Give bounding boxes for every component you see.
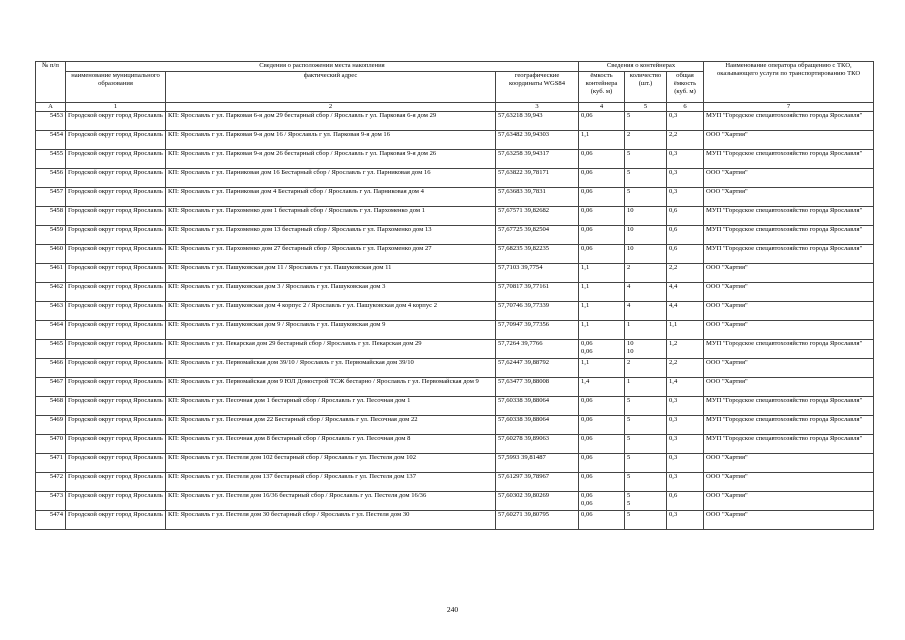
cell-municipality: Городской округ город Ярославль — [66, 359, 166, 378]
index-cell: 5 — [625, 103, 667, 112]
cell-operator: ООО "Хартия" — [704, 492, 874, 511]
cell-coords: 57,60302 39,80269 — [496, 492, 579, 511]
cell-total: 0,6 — [667, 207, 704, 226]
cell-address: КП: Ярославль г ул. Пашуковская дом 3 / Ярославль г ул. Пашуковская дом 3 — [166, 283, 496, 302]
cell-num: 5470 — [36, 435, 66, 454]
cell-total: 0,3 — [667, 150, 704, 169]
cell-address: КП: Ярославль г ул. Парковая 6-я дом 29 бестарный сбор / Ярославль г ул. Парковая 6-я дом 29 — [166, 112, 496, 131]
cell-total: 2,2 — [667, 131, 704, 150]
cell-count: 10 — [625, 207, 667, 226]
table-row — [36, 264, 874, 283]
cell-num: 5467 — [36, 378, 66, 397]
cell-operator: МУП "Городское спецавтохозяйство города Ярославля" — [704, 226, 874, 245]
cell-address: КП: Ярославль г ул. Песочная дом 1 бестарный сбор / Ярославль г ул. Песочная дом 1 — [166, 397, 496, 416]
cell-capacity: 0,06 — [579, 226, 625, 245]
cell-capacity: 0,06 — [579, 245, 625, 264]
cell-count: 1 — [625, 321, 667, 340]
cell-coords: 57,63683 39,7831 — [496, 188, 579, 207]
cell-num: 5468 — [36, 397, 66, 416]
cell-address: КП: Ярославль г ул. Парниковая дом 4 Бестарный сбор / Ярославль г ул. Парниковая дом 4 — [166, 188, 496, 207]
table-row — [36, 283, 874, 302]
cell-capacity: 0,06 — [579, 511, 625, 530]
cell-capacity: 0,06 — [579, 112, 625, 131]
cell-operator: МУП "Городское спецавтохозяйство города Ярославля" — [704, 112, 874, 131]
cell-address: КП: Ярославль г ул. Песочная дом 8 бестарный сбор / Ярославль г ул. Песочная дом 8 — [166, 435, 496, 454]
cell-municipality: Городской округ город Ярославль — [66, 226, 166, 245]
cell-municipality: Городской округ город Ярославль — [66, 112, 166, 131]
index-cell: 6 — [667, 103, 704, 112]
cell-coords: 57,60338 39,88064 — [496, 397, 579, 416]
cell-operator: МУП "Городское спецавтохозяйство города Ярославля" — [704, 416, 874, 435]
cell-total: 0,6 — [667, 226, 704, 245]
cell-operator: ООО "Хартия" — [704, 302, 874, 321]
page-number: 240 — [446, 605, 459, 614]
cell-coords: 57,70746 39,77339 — [496, 302, 579, 321]
table-row — [36, 245, 874, 264]
cell-num: 5464 — [36, 321, 66, 340]
cell-count: 2 — [625, 264, 667, 283]
index-cell: А — [36, 103, 66, 112]
cell-capacity: 1,4 — [579, 378, 625, 397]
cell-address: КП: Ярославль г ул. Пестеля дом 16/36 бестарный сбор / Ярославль г ул. Пестеля дом 16/36 — [166, 492, 496, 511]
table-row — [36, 511, 874, 530]
cell-num: 5454 — [36, 131, 66, 150]
cell-total: 0,3 — [667, 454, 704, 473]
cell-coords: 57,61297 39,78967 — [496, 473, 579, 492]
cell-operator: МУП "Городское спецавтохозяйство города Ярославля" — [704, 150, 874, 169]
cell-count: 4 — [625, 302, 667, 321]
cell-municipality: Городской округ город Ярославль — [66, 416, 166, 435]
registry-table — [35, 61, 874, 530]
cell-operator: ООО "Хартия" — [704, 283, 874, 302]
cell-coords: 57,67725 39,82504 — [496, 226, 579, 245]
table-body — [36, 112, 874, 530]
cell-capacity: 1,1 — [579, 321, 625, 340]
cell-capacity: 0,06 — [579, 397, 625, 416]
cell-capacity: 0,06 — [579, 473, 625, 492]
cell-capacity: 0,06 0,06 — [579, 492, 625, 511]
cell-num: 5474 — [36, 511, 66, 530]
cell-municipality: Городской округ город Ярославль — [66, 340, 166, 359]
cell-operator: МУП "Городское спецавтохозяйство города Ярославля" — [704, 435, 874, 454]
cell-address: КП: Ярославль г ул. Парниковая дом 16 Бестарный сбор / Ярославль г ул. Парниковая дом 16 — [166, 169, 496, 188]
table-row — [36, 416, 874, 435]
cell-capacity: 0,06 0,06 — [579, 340, 625, 359]
cell-num: 5460 — [36, 245, 66, 264]
header-containers-group: Сведения о контейнерах — [579, 62, 704, 72]
cell-count: 5 — [625, 473, 667, 492]
table-row — [36, 302, 874, 321]
table-row — [36, 492, 874, 511]
cell-count: 2 — [625, 131, 667, 150]
table-row — [36, 473, 874, 492]
cell-municipality: Городской округ город Ярославль — [66, 454, 166, 473]
header-index-row — [36, 103, 874, 112]
cell-capacity: 0,06 — [579, 207, 625, 226]
table-row — [36, 226, 874, 245]
cell-capacity: 1,1 — [579, 131, 625, 150]
cell-address: КП: Ярославль г ул. Пестеля дом 102 бестарный сбор / Ярославль г ул. Пестеля дом 102 — [166, 454, 496, 473]
cell-count: 10 — [625, 245, 667, 264]
cell-total: 0,3 — [667, 473, 704, 492]
cell-address: КП: Ярославль г ул. Пекарская дом 29 бестарный сбор / Ярославль г ул. Пекарская дом 29 — [166, 340, 496, 359]
cell-coords: 57,60271 39,80795 — [496, 511, 579, 530]
header-capacity: ёмкость контейнера (куб. м) — [579, 72, 625, 103]
cell-count: 5 — [625, 416, 667, 435]
cell-operator: ООО "Хартия" — [704, 454, 874, 473]
cell-coords: 57,7103 39,7754 — [496, 264, 579, 283]
cell-municipality: Городской округ город Ярославль — [66, 283, 166, 302]
cell-num: 5458 — [36, 207, 66, 226]
cell-operator: ООО "Хартия" — [704, 473, 874, 492]
cell-operator: ООО "Хартия" — [704, 131, 874, 150]
table-row — [36, 454, 874, 473]
header-municipality: наименование муниципального образования — [66, 72, 166, 103]
cell-municipality: Городской округ город Ярославль — [66, 435, 166, 454]
cell-total: 4,4 — [667, 302, 704, 321]
cell-operator: МУП "Городское спецавтохозяйство города Ярославля" — [704, 397, 874, 416]
header-location-group: Сведения о расположении места накопления — [66, 62, 579, 72]
cell-num: 5462 — [36, 283, 66, 302]
cell-num: 5469 — [36, 416, 66, 435]
cell-operator: МУП "Городское спецавтохозяйство города Ярославля" — [704, 340, 874, 359]
cell-operator: ООО "Хартия" — [704, 359, 874, 378]
cell-coords: 57,62447 39,88792 — [496, 359, 579, 378]
cell-coords: 57,70947 39,77356 — [496, 321, 579, 340]
cell-total: 0,6 — [667, 492, 704, 511]
cell-operator: ООО "Хартия" — [704, 264, 874, 283]
cell-address: КП: Ярославль г ул. Пашуковская дом 11 / Ярославль г ул. Пашуковская дом 11 — [166, 264, 496, 283]
cell-count: 10 10 — [625, 340, 667, 359]
cell-capacity: 0,06 — [579, 188, 625, 207]
table-row — [36, 359, 874, 378]
cell-count: 5 5 — [625, 492, 667, 511]
cell-municipality: Городской округ город Ярославль — [66, 188, 166, 207]
cell-coords: 57,63822 39,78171 — [496, 169, 579, 188]
cell-operator: ООО "Хартия" — [704, 378, 874, 397]
cell-total: 0,3 — [667, 416, 704, 435]
cell-coords: 57,63482 39,94303 — [496, 131, 579, 150]
index-cell: 4 — [579, 103, 625, 112]
cell-num: 5457 — [36, 188, 66, 207]
cell-num: 5453 — [36, 112, 66, 131]
cell-capacity: 1,1 — [579, 283, 625, 302]
cell-municipality: Городской округ город Ярославль — [66, 492, 166, 511]
cell-coords: 57,67571 39,82682 — [496, 207, 579, 226]
cell-capacity: 0,06 — [579, 150, 625, 169]
table-row — [36, 397, 874, 416]
cell-coords: 57,7264 39,7766 — [496, 340, 579, 359]
cell-municipality: Городской округ город Ярославль — [66, 321, 166, 340]
cell-capacity: 0,06 — [579, 435, 625, 454]
cell-total: 2,2 — [667, 359, 704, 378]
cell-operator: МУП "Городское спецавтохозяйство города Ярославля" — [704, 207, 874, 226]
cell-num: 5471 — [36, 454, 66, 473]
cell-municipality: Городской округ город Ярославль — [66, 378, 166, 397]
cell-total: 0,3 — [667, 188, 704, 207]
header-row-groups — [36, 62, 874, 72]
cell-municipality: Городской округ город Ярославль — [66, 473, 166, 492]
cell-address: КП: Ярославль г ул. Первомайская дом 9 ЮЛ Домострой ТСЖ бестарно / Ярославль г ул. Первомайская дом 9 — [166, 378, 496, 397]
cell-num: 5461 — [36, 264, 66, 283]
cell-total: 4,4 — [667, 283, 704, 302]
table-row — [36, 188, 874, 207]
header-address: фактический адрес — [166, 72, 496, 103]
cell-count: 1 — [625, 378, 667, 397]
header-operator: Наименование оператора обращению с ТКО, оказывающего услуги по транспортированию ТКО — [704, 62, 874, 103]
cell-capacity: 1,1 — [579, 302, 625, 321]
header-num: № п/п — [36, 62, 66, 103]
cell-count: 2 — [625, 359, 667, 378]
cell-capacity: 0,06 — [579, 416, 625, 435]
cell-address: КП: Ярославль г ул. Парковая 9-я дом 16 / Ярославль г ул. Парковая 9-я дом 16 — [166, 131, 496, 150]
cell-capacity: 0,06 — [579, 454, 625, 473]
cell-count: 5 — [625, 150, 667, 169]
cell-num: 5459 — [36, 226, 66, 245]
cell-num: 5466 — [36, 359, 66, 378]
cell-coords: 57,5993 39,81487 — [496, 454, 579, 473]
cell-count: 5 — [625, 112, 667, 131]
cell-num: 5472 — [36, 473, 66, 492]
index-cell: 2 — [166, 103, 496, 112]
cell-capacity: 1,1 — [579, 264, 625, 283]
cell-total: 1,4 — [667, 378, 704, 397]
cell-municipality: Городской округ город Ярославль — [66, 131, 166, 150]
cell-coords: 57,63258 39,94317 — [496, 150, 579, 169]
cell-total: 0,3 — [667, 397, 704, 416]
table-row — [36, 150, 874, 169]
header-total: общая ёмкость (куб. м) — [667, 72, 704, 103]
cell-address: КП: Ярославль г ул. Песочная дом 22 Бестарный сбор / Ярославль г ул. Песочная дом 22 — [166, 416, 496, 435]
cell-count: 5 — [625, 188, 667, 207]
table-row — [36, 340, 874, 359]
cell-coords: 57,68235 39,82235 — [496, 245, 579, 264]
cell-address: КП: Ярославль г ул. Парковая 9-я дом 26 бестарный сбор / Ярославль г ул. Парковая 9-я дом 26 — [166, 150, 496, 169]
cell-municipality: Городской округ город Ярославль — [66, 207, 166, 226]
cell-coords: 57,63477 39,88008 — [496, 378, 579, 397]
cell-count: 5 — [625, 435, 667, 454]
cell-total: 0,3 — [667, 511, 704, 530]
cell-total: 0,3 — [667, 112, 704, 131]
header-coords: географические координаты WGS84 — [496, 72, 579, 103]
cell-operator: ООО "Хартия" — [704, 321, 874, 340]
index-cell: 1 — [66, 103, 166, 112]
cell-municipality: Городской округ город Ярославль — [66, 397, 166, 416]
cell-address: КП: Ярославль г ул. Пашуковская дом 9 / Ярославль г ул. Пашуковская дом 9 — [166, 321, 496, 340]
cell-address: КП: Ярославль г ул. Пестеля дом 137 бестарный сбор / Ярославль г ул. Пестеля дом 137 — [166, 473, 496, 492]
cell-operator: МУП "Городское спецавтохозяйство города Ярославля" — [704, 245, 874, 264]
cell-coords: 57,70817 39,77161 — [496, 283, 579, 302]
cell-capacity: 1,1 — [579, 359, 625, 378]
table-row — [36, 169, 874, 188]
cell-total: 0,3 — [667, 435, 704, 454]
cell-total: 0,3 — [667, 169, 704, 188]
cell-municipality: Городской округ город Ярославль — [66, 150, 166, 169]
cell-address: КП: Ярославль г ул. Первомайская дом 39/10 / Ярославль г ул. Первомайская дом 39/10 — [166, 359, 496, 378]
cell-count: 5 — [625, 397, 667, 416]
header-count: количество (шт.) — [625, 72, 667, 103]
cell-num: 5463 — [36, 302, 66, 321]
cell-municipality: Городской округ город Ярославль — [66, 511, 166, 530]
cell-address: КП: Ярославль г ул. Пархоменко дом 1 бестарный сбор / Ярославль г ул. Пархоменко дом 1 — [166, 207, 496, 226]
cell-operator: ООО "Хартия" — [704, 511, 874, 530]
table-row — [36, 378, 874, 397]
cell-municipality: Городской округ город Ярославль — [66, 169, 166, 188]
index-cell: 3 — [496, 103, 579, 112]
cell-total: 1,2 — [667, 340, 704, 359]
cell-count: 4 — [625, 283, 667, 302]
cell-num: 5456 — [36, 169, 66, 188]
cell-count: 5 — [625, 454, 667, 473]
cell-capacity: 0,06 — [579, 169, 625, 188]
cell-address: КП: Ярославль г ул. Пархоменко дом 13 бестарный сбор / Ярославль г ул. Пархоменко дом 13 — [166, 226, 496, 245]
table-row — [36, 321, 874, 340]
cell-operator: ООО "Хартия" — [704, 169, 874, 188]
cell-coords: 57,63218 39,943 — [496, 112, 579, 131]
index-cell: 7 — [704, 103, 874, 112]
cell-address: КП: Ярославль г ул. Пестеля дом 30 бестарный сбор / Ярославль г ул. Пестеля дом 30 — [166, 511, 496, 530]
cell-coords: 57,60278 39,89063 — [496, 435, 579, 454]
cell-num: 5473 — [36, 492, 66, 511]
cell-municipality: Городской округ город Ярославль — [66, 245, 166, 264]
cell-count: 5 — [625, 511, 667, 530]
cell-operator: ООО "Хартия" — [704, 188, 874, 207]
table-row — [36, 435, 874, 454]
table-row — [36, 112, 874, 131]
cell-municipality: Городской округ город Ярославль — [66, 264, 166, 283]
cell-total: 2,2 — [667, 264, 704, 283]
cell-num: 5455 — [36, 150, 66, 169]
cell-total: 1,1 — [667, 321, 704, 340]
cell-total: 0,6 — [667, 245, 704, 264]
table-row — [36, 131, 874, 150]
cell-address: КП: Ярославль г ул. Пархоменко дом 27 бестарный сбор / Ярославль г ул. Пархоменко дом 27 — [166, 245, 496, 264]
cell-address: КП: Ярославль г ул. Пашуковская дом 4 корпус 2 / Ярославль г ул. Пашуковская дом 4 корпус 2 — [166, 302, 496, 321]
cell-coords: 57,60338 39,88064 — [496, 416, 579, 435]
cell-municipality: Городской округ город Ярославль — [66, 302, 166, 321]
table-row — [36, 207, 874, 226]
cell-num: 5465 — [36, 340, 66, 359]
cell-count: 5 — [625, 169, 667, 188]
cell-count: 10 — [625, 226, 667, 245]
